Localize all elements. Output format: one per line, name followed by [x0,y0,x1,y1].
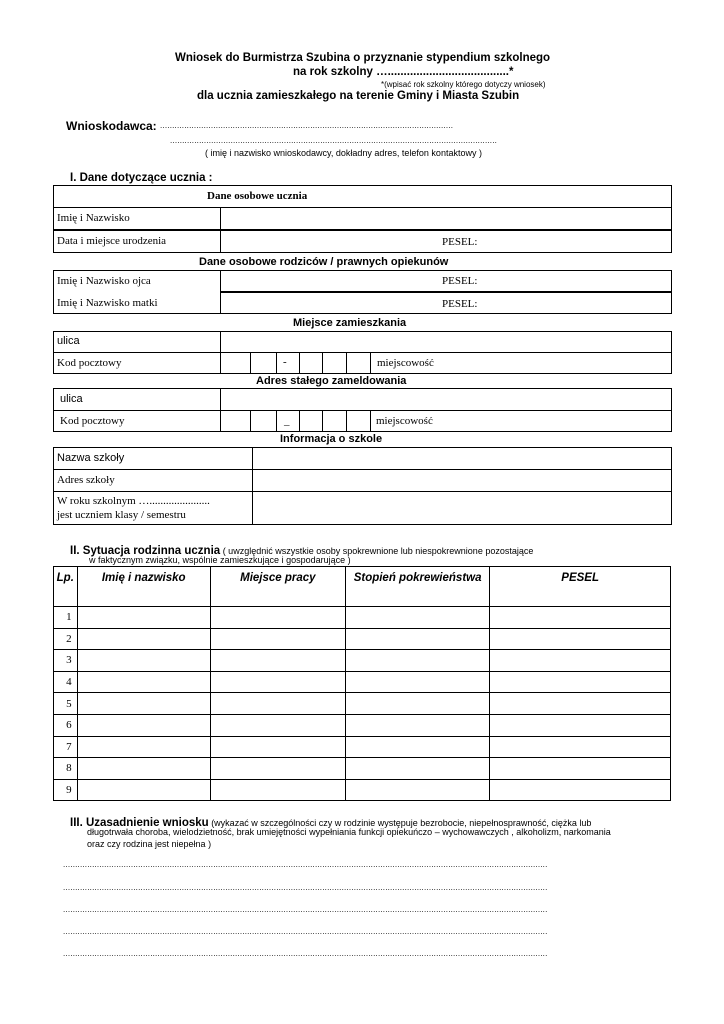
student-pesel-label: PESEL: [442,236,478,248]
name-cell[interactable] [77,758,210,780]
school-info-header: Informacja o szkole [280,433,383,445]
table-row [54,779,671,801]
workplace-cell[interactable] [210,693,345,715]
table-row [54,758,671,780]
row-number: 6 [54,714,78,736]
birth-date-place-label: Data i miejsce urodzenia [57,235,167,247]
section3-hint-line2: długotrwała choroba, wielodzietność, brak umiejętności wypełniania funkcji opiekuńczo – wychowawczych , alkoholizm, narkomania [87,827,611,837]
residence-header: Miejsce zamieszkania [293,317,407,329]
name-cell[interactable] [77,779,210,801]
name-cell[interactable] [77,607,210,629]
row-number: 2 [54,628,78,650]
justification-line-1[interactable]: ........................................................................................................................................................................................................ [63,860,548,869]
row-number: 5 [54,693,78,715]
father-name-label: Imię i Nazwisko ojca [57,275,151,287]
col-workplace: Miejsce pracy [210,567,345,607]
row-number: 4 [54,671,78,693]
residence-postal-label: Kod pocztowy [57,357,122,369]
table-row [54,671,671,693]
school-year-label: W roku szkolnym …...................... [57,495,210,507]
col-pesel: PESEL [490,567,671,607]
section3-heading: III. Uzasadnienie wniosku [70,817,209,829]
mother-name-label: Imię i Nazwisko matki [57,297,158,309]
family-table-header [54,567,671,607]
school-address-label: Adres szkoły [57,474,115,486]
table-row [54,628,671,650]
relationship-cell[interactable] [345,650,489,672]
workplace-cell[interactable] [210,671,345,693]
section1-heading: I. Dane dotyczące ucznia : [70,172,213,184]
registered-city-label: miejscowość [376,415,433,427]
pesel-cell[interactable] [490,671,671,693]
relationship-cell[interactable] [345,607,489,629]
name-cell[interactable] [77,714,210,736]
workplace-cell[interactable] [210,736,345,758]
row-number: 8 [54,758,78,780]
section3-hint-line3: oraz czy rodzina jest niepełna ) [87,839,212,849]
relationship-cell[interactable] [345,779,489,801]
relationship-cell[interactable] [345,628,489,650]
applicant-dots-line1[interactable]: ......................................................................................................................... [160,121,454,130]
applicant-dots-line2[interactable]: ....................................................................................................................................... [170,136,498,145]
workplace-cell[interactable] [210,779,345,801]
workplace-cell[interactable] [210,650,345,672]
table-row [54,650,671,672]
registered-street-label: ulica [60,393,83,405]
applicant-label: Wnioskodawca: [66,119,157,133]
name-cell[interactable] [77,628,210,650]
col-relationship: Stopień pokrewieństwa [345,567,489,607]
section2-hint-line1: ( uwzględnić wszystkie osoby spokrewnione lub niespokrewnione pozostające [220,546,534,556]
school-name-label: Nazwa szkoły [57,452,125,464]
row-number: 9 [54,779,78,801]
row-number: 1 [54,607,78,629]
student-name-field[interactable] [221,208,671,228]
row-number: 3 [54,650,78,672]
registered-postal-label: Kod pocztowy [60,415,125,427]
student-data-header: Dane osobowe ucznia [207,190,308,202]
justification-line-2[interactable]: ........................................................................................................................................................................................................ [63,883,548,892]
col-name: Imię i nazwisko [77,567,210,607]
col-lp: Lp. [54,567,78,607]
workplace-cell[interactable] [210,758,345,780]
table-row [54,607,671,629]
relationship-cell[interactable] [345,758,489,780]
registered-address-header: Adres stałego zameldowania [256,375,407,387]
pesel-cell[interactable] [490,607,671,629]
workplace-cell[interactable] [210,607,345,629]
residence-city-label: miejscowość [377,357,434,369]
relationship-cell[interactable] [345,736,489,758]
workplace-cell[interactable] [210,714,345,736]
school-year-note: *(wpisać rok szkolny którego dotyczy wniosek) [381,80,546,89]
table-row [54,714,671,736]
justification-line-4[interactable]: ........................................................................................................................................................................................................ [63,927,548,936]
form-title-line3: dla ucznia zamieszkałego na terenie Gminy i Miasta Szubin [197,90,520,102]
pesel-cell[interactable] [490,779,671,801]
family-table [53,566,671,801]
name-cell[interactable] [77,671,210,693]
relationship-cell[interactable] [345,693,489,715]
form-title-school-year: na rok szkolny …......................................* [293,66,514,78]
form-title-line1: Wniosek do Burmistrza Szubina o przyznanie stypendium szkolnego [175,52,551,64]
workplace-cell[interactable] [210,628,345,650]
section2-hint-line2: w faktycznym związku, wspólnie zamieszkujące i gospodarujące ) [89,555,351,565]
pesel-cell[interactable] [490,758,671,780]
student-name-label: Imię i Nazwisko [57,212,130,224]
pesel-cell[interactable] [490,650,671,672]
pesel-cell[interactable] [490,693,671,715]
justification-line-3[interactable]: ........................................................................................................................................................................................................ [63,905,548,914]
name-cell[interactable] [77,650,210,672]
justification-line-5[interactable]: ........................................................................................................................................................................................................ [63,949,548,958]
school-class-label: jest uczniem klasy / semestru [57,509,186,521]
name-cell[interactable] [77,693,210,715]
relationship-cell[interactable] [345,714,489,736]
name-cell[interactable] [77,736,210,758]
parents-header: Dane osobowe rodziców / prawnych opiekunów [199,256,449,268]
registered-postal-dash: _ [284,415,290,427]
residence-postal-dash: - [283,356,287,368]
table-row [54,693,671,715]
section3-hint-line1: (wykazać w szczególności czy w rodzinie występuje bezrobocie, niepełnosprawność, ciężka lub [208,818,592,828]
applicant-hint: ( imię i nazwisko wnioskodawcy, dokładny adres, telefon kontaktowy ) [205,148,482,158]
residence-street-label: ulica [57,335,80,347]
pesel-cell[interactable] [490,714,671,736]
row-number: 7 [54,736,78,758]
pesel-cell[interactable] [490,736,671,758]
relationship-cell[interactable] [345,671,489,693]
section2-heading: II. Sytuacja rodzinna ucznia [70,545,221,557]
mother-pesel-label: PESEL: [442,298,478,310]
pesel-cell[interactable] [490,628,671,650]
father-pesel-label: PESEL: [442,275,478,287]
table-row [54,736,671,758]
